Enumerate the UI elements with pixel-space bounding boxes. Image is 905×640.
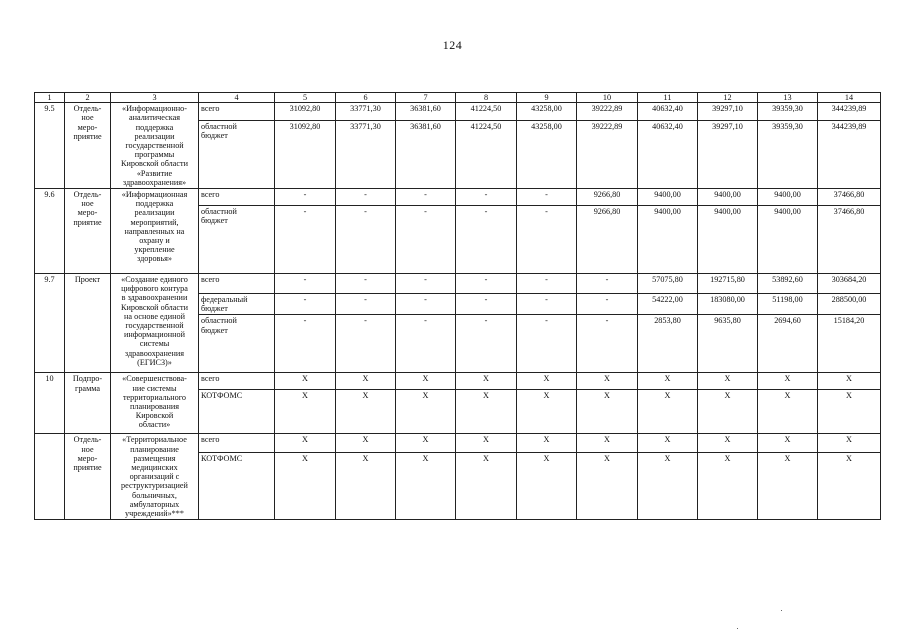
amount-cell: X	[396, 390, 456, 434]
amount-cell: 36381,60	[396, 103, 456, 121]
measure-type: Проект	[65, 274, 111, 373]
amount-cell: -	[336, 206, 396, 274]
amount-cell: 344239,89	[818, 120, 881, 188]
amount-cell: X	[758, 390, 818, 434]
amount-cell: 51198,00	[758, 294, 818, 315]
column-number: 6	[336, 93, 396, 103]
funding-source: всего	[199, 189, 275, 206]
measure-name: «Создание единого цифрового контура в здравоохранении Кировской области на основе единой государственной информационной системы здравоохранения (ЕГИСЗ)»	[111, 274, 199, 373]
measure-name: «Совершенствова- ние системы территориального планирования Кировской области»	[111, 373, 199, 434]
amount-cell: -	[517, 315, 577, 373]
amount-cell: X	[818, 373, 881, 390]
amount-cell: X	[456, 390, 517, 434]
amount-cell: 39359,30	[758, 103, 818, 121]
amount-cell: 37466,80	[818, 206, 881, 274]
amount-cell: -	[396, 274, 456, 294]
amount-cell: 43258,00	[517, 103, 577, 121]
column-number: 4	[199, 93, 275, 103]
column-number: 3	[111, 93, 199, 103]
measure-number: 9.7	[35, 274, 65, 373]
amount-cell: 15184,20	[818, 315, 881, 373]
amount-cell: -	[456, 294, 517, 315]
amount-cell: 303684,20	[818, 274, 881, 294]
amount-cell: -	[396, 294, 456, 315]
amount-cell: X	[396, 452, 456, 519]
amount-cell: 192715,80	[698, 274, 758, 294]
funding-source: всего	[199, 373, 275, 390]
funding-source: областной бюджет	[199, 315, 275, 373]
column-number: 11	[638, 93, 698, 103]
amount-cell: -	[396, 206, 456, 274]
amount-cell: -	[577, 274, 638, 294]
amount-cell: X	[336, 373, 396, 390]
funding-source: КОТФОМС	[199, 390, 275, 434]
column-number: 14	[818, 93, 881, 103]
amount-cell: 2694,60	[758, 315, 818, 373]
amount-cell: 39222,89	[577, 120, 638, 188]
amount-cell: 2853,80	[638, 315, 698, 373]
measure-number	[35, 434, 65, 520]
amount-cell: X	[275, 434, 336, 452]
amount-cell: X	[698, 390, 758, 434]
amount-cell: X	[818, 390, 881, 434]
column-number: 13	[758, 93, 818, 103]
measure-type: Отдель- ное меро- приятие	[65, 103, 111, 189]
column-number: 7	[396, 93, 456, 103]
table-row	[35, 373, 881, 390]
amount-cell: 9400,00	[698, 206, 758, 274]
amount-cell: 9400,00	[758, 206, 818, 274]
amount-cell: X	[456, 373, 517, 390]
funding-source: КОТФОМС	[199, 452, 275, 519]
measure-name: «Информационно- аналитическая поддержка реализации государственной программы Кировской области «Развитие здравоохранения»	[111, 103, 199, 189]
amount-cell: -	[275, 315, 336, 373]
amount-cell: -	[456, 206, 517, 274]
amount-cell: 40632,40	[638, 103, 698, 121]
page-number: 124	[442, 38, 463, 52]
amount-cell: X	[818, 452, 881, 519]
scan-speck	[781, 610, 782, 611]
amount-cell: -	[396, 189, 456, 206]
amount-cell: X	[396, 434, 456, 452]
column-number: 2	[65, 93, 111, 103]
amount-cell: X	[456, 452, 517, 519]
amount-cell: -	[275, 189, 336, 206]
amount-cell: X	[275, 452, 336, 519]
amount-cell: X	[577, 373, 638, 390]
amount-cell: X	[396, 373, 456, 390]
amount-cell: X	[336, 452, 396, 519]
amount-cell: 31092,80	[275, 103, 336, 121]
amount-cell: -	[275, 294, 336, 315]
amount-cell: -	[456, 315, 517, 373]
amount-cell: 9400,00	[638, 189, 698, 206]
amount-cell: 344239,89	[818, 103, 881, 121]
table-row	[35, 274, 881, 294]
table-row	[35, 103, 881, 121]
funding-source: всего	[199, 434, 275, 452]
amount-cell: X	[698, 373, 758, 390]
measure-type: Отдель- ное меро- приятие	[65, 189, 111, 274]
amount-cell: X	[577, 390, 638, 434]
amount-cell: 9400,00	[758, 189, 818, 206]
amount-cell: 9635,80	[698, 315, 758, 373]
amount-cell: 9400,00	[698, 189, 758, 206]
measure-number: 9.5	[35, 103, 65, 189]
amount-cell: X	[456, 434, 517, 452]
column-number-row	[35, 93, 881, 103]
amount-cell: -	[517, 206, 577, 274]
amount-cell: X	[336, 434, 396, 452]
budget-table	[34, 92, 881, 520]
measure-type: Отдель- ное меро- приятие	[65, 434, 111, 520]
table-row	[35, 189, 881, 206]
measure-number: 9.6	[35, 189, 65, 274]
amount-cell: X	[758, 434, 818, 452]
amount-cell: -	[456, 189, 517, 206]
amount-cell: X	[758, 373, 818, 390]
amount-cell: X	[517, 373, 577, 390]
amount-cell: X	[698, 434, 758, 452]
amount-cell: X	[638, 434, 698, 452]
amount-cell: 39297,10	[698, 103, 758, 121]
measure-number: 10	[35, 373, 65, 434]
amount-cell: -	[275, 206, 336, 274]
amount-cell: -	[336, 189, 396, 206]
amount-cell: -	[336, 294, 396, 315]
amount-cell: X	[517, 452, 577, 519]
measure-name: «Информационная поддержка реализации мероприятий, направленных на охрану и укрепление здоровья»	[111, 189, 199, 274]
amount-cell: 39359,30	[758, 120, 818, 188]
amount-cell: 37466,80	[818, 189, 881, 206]
amount-cell: 41224,50	[456, 120, 517, 188]
amount-cell: -	[396, 315, 456, 373]
measure-name: «Территориальное планирование размещения медицинских организаций с реструктуризацией больничных, амбулаторных учреждений»***	[111, 434, 199, 520]
amount-cell: -	[517, 294, 577, 315]
amount-cell: -	[517, 274, 577, 294]
amount-cell: -	[577, 315, 638, 373]
amount-cell: X	[577, 434, 638, 452]
funding-source: федеральный бюджет	[199, 294, 275, 315]
amount-cell: X	[517, 390, 577, 434]
funding-source: всего	[199, 274, 275, 294]
amount-cell: -	[456, 274, 517, 294]
amount-cell: 40632,40	[638, 120, 698, 188]
amount-cell: 9266,80	[577, 189, 638, 206]
amount-cell: 288500,00	[818, 294, 881, 315]
amount-cell: 54222,00	[638, 294, 698, 315]
amount-cell: -	[336, 274, 396, 294]
amount-cell: -	[336, 315, 396, 373]
amount-cell: -	[275, 274, 336, 294]
amount-cell: X	[336, 390, 396, 434]
amount-cell: -	[517, 189, 577, 206]
amount-cell: X	[818, 434, 881, 452]
amount-cell: X	[275, 390, 336, 434]
amount-cell: 33771,30	[336, 103, 396, 121]
column-number: 12	[698, 93, 758, 103]
amount-cell: 41224,50	[456, 103, 517, 121]
amount-cell: 39222,89	[577, 103, 638, 121]
amount-cell: 57075,80	[638, 274, 698, 294]
amount-cell: 53892,60	[758, 274, 818, 294]
amount-cell: X	[638, 390, 698, 434]
column-number: 10	[577, 93, 638, 103]
amount-cell: 36381,60	[396, 120, 456, 188]
funding-source: областной бюджет	[199, 206, 275, 274]
amount-cell: X	[758, 452, 818, 519]
column-number: 9	[517, 93, 577, 103]
funding-source: областной бюджет	[199, 120, 275, 188]
amount-cell: X	[577, 452, 638, 519]
funding-source: всего	[199, 103, 275, 121]
amount-cell: X	[638, 373, 698, 390]
amount-cell: 183080,00	[698, 294, 758, 315]
column-number: 5	[275, 93, 336, 103]
amount-cell: 9400,00	[638, 206, 698, 274]
column-number: 1	[35, 93, 65, 103]
scan-speck	[737, 628, 738, 629]
table-row	[35, 434, 881, 452]
amount-cell: -	[577, 294, 638, 315]
amount-cell: 39297,10	[698, 120, 758, 188]
column-number: 8	[456, 93, 517, 103]
measure-type: Подпро- грамма	[65, 373, 111, 434]
amount-cell: X	[275, 373, 336, 390]
amount-cell: X	[517, 434, 577, 452]
amount-cell: 9266,80	[577, 206, 638, 274]
amount-cell: 31092,80	[275, 120, 336, 188]
amount-cell: X	[698, 452, 758, 519]
amount-cell: 33771,30	[336, 120, 396, 188]
amount-cell: 43258,00	[517, 120, 577, 188]
amount-cell: X	[638, 452, 698, 519]
